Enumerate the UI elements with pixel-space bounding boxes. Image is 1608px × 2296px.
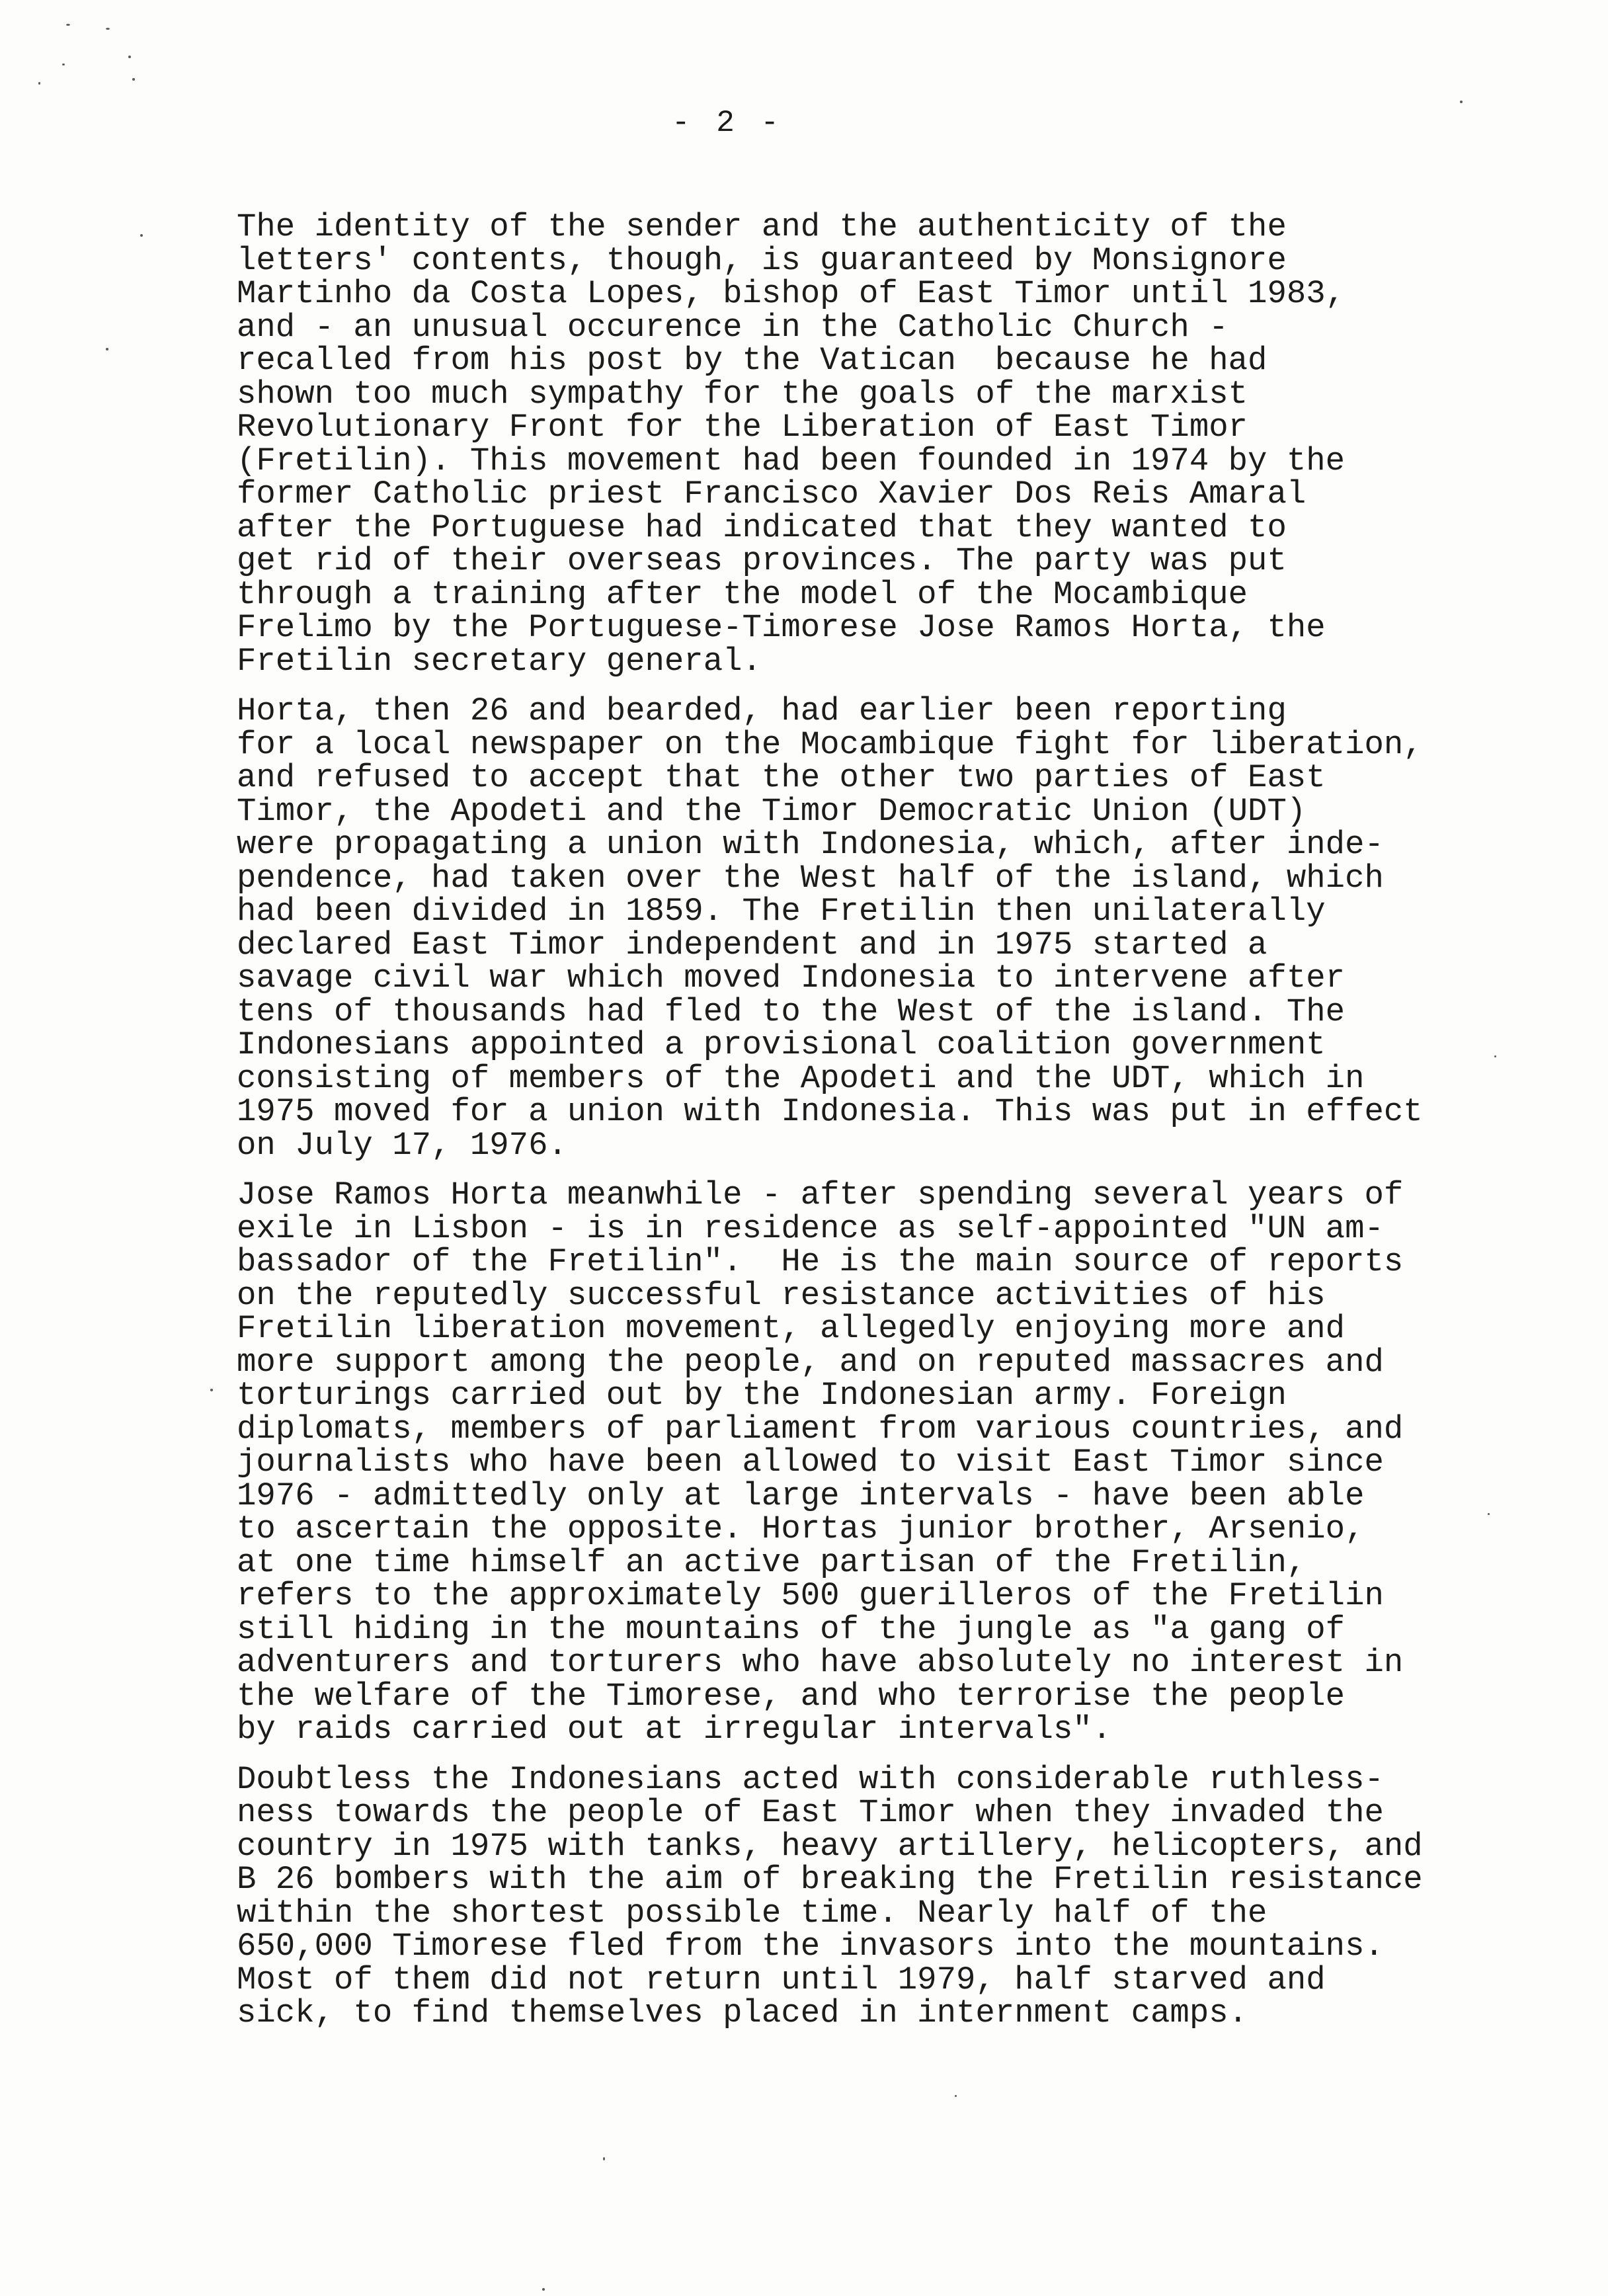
scan-speck bbox=[106, 28, 110, 30]
text-line: exile in Lisbon - is in residence as self-appointed "UN am- bbox=[237, 1210, 1384, 1247]
text-line: were propagating a union with Indonesia, which, after inde- bbox=[237, 826, 1384, 863]
scan-speck bbox=[542, 2288, 545, 2291]
scan-speck bbox=[132, 78, 135, 81]
paragraph-1 bbox=[237, 210, 1493, 678]
text-line: (Fretilin). This movement had been founded in 1974 by the bbox=[237, 442, 1346, 479]
text-line: journalists who have been allowed to visit East Timor since bbox=[237, 1444, 1384, 1481]
text-line: declared East Timor independent and in 1975 started a bbox=[237, 926, 1267, 964]
text-line: sick, to find themselves placed in internment camps. bbox=[237, 1994, 1248, 2031]
text-line: more support among the people, and on reputed massacres and bbox=[237, 1343, 1384, 1381]
scan-speck bbox=[128, 56, 131, 58]
text-line: Frelimo by the Portuguese-Timorese Jose Ramos Horta, the bbox=[237, 609, 1326, 646]
text-line: and refused to accept that the other two parties of East bbox=[237, 759, 1326, 796]
text-line: on the reputedly successful resistance activities of his bbox=[237, 1276, 1326, 1314]
text-line: former Catholic priest Francisco Xavier Dos Reis Amaral bbox=[237, 475, 1306, 512]
text-line: 1975 moved for a union with Indonesia. This was put in effect bbox=[237, 1093, 1423, 1130]
text-line: Fretilin secretary general. bbox=[237, 642, 762, 680]
text-line: by raids carried out at irregular intervals". bbox=[237, 1711, 1112, 1748]
scan-speck bbox=[66, 24, 70, 26]
text-line: Jose Ramos Horta meanwhile - after spending several years of bbox=[237, 1176, 1404, 1213]
text-line: bassador of the Fretilin". He is the main source of reports bbox=[237, 1243, 1404, 1280]
text-line: adventurers and torturers who have absolutely no interest in bbox=[237, 1644, 1404, 1681]
text-line: diplomats, members of parliament from various countries, and bbox=[237, 1410, 1404, 1448]
text-line: the welfare of the Timorese, and who terrorise the people bbox=[237, 1677, 1346, 1715]
scan-speck bbox=[1494, 1055, 1496, 1057]
text-line: Most of them did not return until 1979, half starved and bbox=[237, 1961, 1326, 1998]
text-line: recalled from his post by the Vatican because he had bbox=[237, 342, 1267, 379]
paragraph-3 bbox=[237, 1178, 1493, 1746]
body-text bbox=[237, 210, 1493, 2047]
text-line: consisting of members of the Apodeti and the UDT, which in bbox=[237, 1059, 1365, 1097]
text-line: pendence, had taken over the West half of the island, which bbox=[237, 859, 1384, 897]
text-line: country in 1975 with tanks, heavy artillery, helicopters, and bbox=[237, 1827, 1423, 1865]
scan-speck bbox=[603, 2157, 605, 2160]
text-line: Horta, then 26 and bearded, had earlier been reporting bbox=[237, 692, 1287, 729]
text-line: to ascertain the opposite. Hortas junior brother, Arsenio, bbox=[237, 1510, 1365, 1547]
text-line: and - an unusual occurence in the Catholic Church - bbox=[237, 308, 1228, 346]
text-line: get rid of their overseas provinces. The party was put bbox=[237, 542, 1287, 579]
text-line: on July 17, 1976. bbox=[237, 1126, 567, 1164]
scan-speck bbox=[62, 63, 65, 65]
text-line: within the shortest possible time. Nearly half of the bbox=[237, 1894, 1267, 1932]
text-line: 650,000 Timorese fled from the invasors into the mountains. bbox=[237, 1928, 1384, 1965]
scan-speck bbox=[210, 1389, 213, 1391]
text-line: Timor, the Apodeti and the Timor Democratic Union (UDT) bbox=[237, 792, 1306, 830]
scan-speck bbox=[106, 348, 108, 350]
scan-speck bbox=[1460, 101, 1463, 103]
text-line: for a local newspaper on the Mocambique fight for liberation, bbox=[237, 725, 1423, 763]
text-line: at one time himself an active partisan of the Fretilin, bbox=[237, 1543, 1306, 1581]
text-line: still hiding in the mountains of the jungle as "a gang of bbox=[237, 1610, 1346, 1648]
text-line: Indonesians appointed a provisional coalition government bbox=[237, 1026, 1326, 1063]
text-line: through a training after the model of the Mocambique bbox=[237, 575, 1248, 613]
text-line: letters' contents, though, is guaranteed by Monsignore bbox=[237, 241, 1287, 279]
text-line: Fretilin liberation movement, allegedly enjoying more and bbox=[237, 1310, 1346, 1347]
text-line: tens of thousands had fled to the West of the island. The bbox=[237, 993, 1346, 1030]
text-line: 1976 - admittedly only at large intervals - have been able bbox=[237, 1477, 1365, 1514]
paragraph-2 bbox=[237, 694, 1493, 1162]
text-line: B 26 bombers with the aim of breaking the Fretilin resistance bbox=[237, 1861, 1423, 1898]
text-line: savage civil war which moved Indonesia to intervene after bbox=[237, 960, 1346, 997]
text-line: after the Portuguese had indicated that they wanted to bbox=[237, 509, 1287, 546]
text-line: ness towards the people of East Timor when they invaded the bbox=[237, 1794, 1384, 1831]
text-line: Doubtless the Indonesians acted with considerable ruthless- bbox=[237, 1760, 1384, 1798]
text-line: Martinho da Costa Lopes, bishop of East Timor until 1983, bbox=[237, 275, 1346, 312]
text-line: refers to the approximately 500 guerilleros of the Fretilin bbox=[237, 1577, 1384, 1614]
paragraph-4 bbox=[237, 1760, 1493, 2031]
scan-speck bbox=[955, 2095, 957, 2097]
scan-speck bbox=[140, 234, 143, 237]
scan-speck bbox=[38, 82, 40, 85]
text-line: shown too much sympathy for the goals of the marxist bbox=[237, 375, 1248, 413]
text-line: had been divided in 1859. The Fretilin then unilaterally bbox=[237, 893, 1326, 930]
text-line: Revolutionary Front for the Liberation of East Timor bbox=[237, 409, 1248, 446]
text-line: The identity of the sender and the authenticity of the bbox=[237, 208, 1287, 245]
page-number: - 2 - bbox=[671, 106, 784, 140]
text-line: torturings carried out by the Indonesian army. Foreign bbox=[237, 1377, 1287, 1414]
